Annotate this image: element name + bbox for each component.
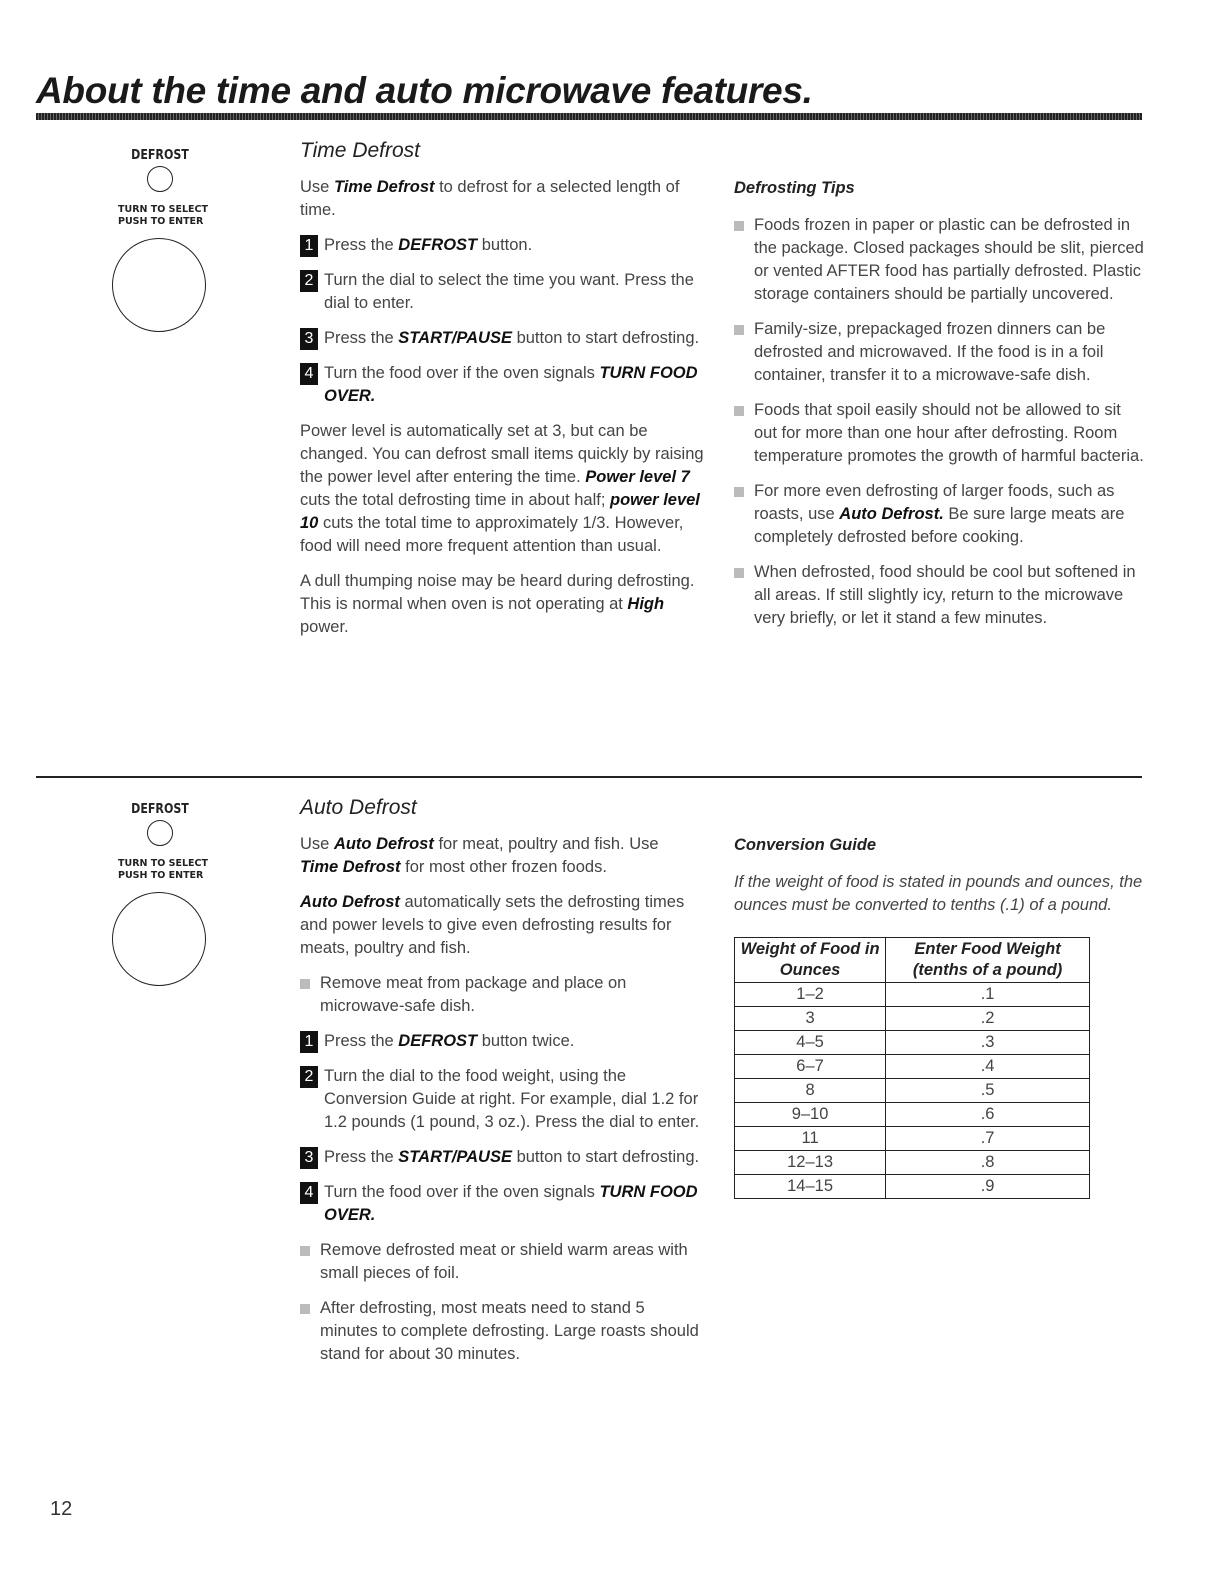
step-number-icon: 1: [300, 235, 318, 257]
auto-defrost-description: Auto Defrost automatically sets the defrosting times and power levels to give even defrosting results for meats, poultry and fish.: [300, 893, 685, 957]
tenths-cell: .2: [886, 1007, 1090, 1031]
auto-defrost-bullet: Remove meat from package and place on microwave-safe dish.: [300, 972, 700, 1018]
noise-paragraph: A dull thumping noise may be heard during defrosting. This is normal when oven is not operating at High power.: [300, 572, 695, 636]
time-defrost-step-1: 1 Press the DEFROST button.: [300, 234, 708, 257]
conversion-note: If the weight of food is stated in pounds and ounces, the ounces must be converted to tenths (.1) of a pound.: [734, 873, 1143, 914]
tip-item: Foods frozen in paper or plastic can be defrosted in the package. Closed packages should be slit, pierced or vented AFTER food has partially defrosted. Plastic storage containers should be partially uncovered.: [734, 214, 1144, 306]
ounces-cell: 1–2: [735, 983, 886, 1007]
tip-item: Family-size, prepackaged frozen dinners can be defrosted and microwaved. If the food is in a foil container, transfer it to a microwave-safe dish.: [734, 318, 1144, 387]
bullet-icon: [734, 487, 744, 497]
ounces-cell: 12–13: [735, 1151, 886, 1175]
tenths-cell: .8: [886, 1151, 1090, 1175]
tenths-cell: .1: [886, 983, 1090, 1007]
control-panel-illustration-top: [110, 148, 210, 332]
tenths-cell: .7: [886, 1127, 1090, 1151]
table-row: [735, 1079, 1090, 1103]
ounces-cell: 9–10: [735, 1103, 886, 1127]
push-to-enter-label: PUSH TO ENTER: [118, 870, 204, 881]
auto-defrost-step-2: 2 Turn the dial to the food weight, using the Conversion Guide at right. For example, dial 1.2 for 1.2 pounds (1 pound, 3 oz.). Press the dial to enter.: [300, 1065, 700, 1134]
table-header-row: [735, 938, 1090, 983]
time-defrost-step-3: 3 Press the START/PAUSE button to start defrosting.: [300, 327, 708, 350]
table-row: [735, 1031, 1090, 1055]
tenths-cell: .5: [886, 1079, 1090, 1103]
ounces-cell: 14–15: [735, 1175, 886, 1199]
time-defrost-heading: Time Defrost: [300, 139, 421, 162]
bullet-icon: [734, 221, 744, 231]
tenths-cell: .9: [886, 1175, 1090, 1199]
auto-defrost-section: [300, 796, 700, 1378]
auto-defrost-heading: Auto Defrost: [300, 796, 417, 819]
title-rule: [36, 113, 1142, 120]
table-row: [735, 1007, 1090, 1031]
tip-item: When defrosted, food should be cool but softened in all areas. If still slightly icy, return to the microwave very briefly, or let it stand a few minutes.: [734, 561, 1144, 630]
table-row: [735, 1103, 1090, 1127]
section-divider: [36, 776, 1142, 778]
ounces-cell: 8: [735, 1079, 886, 1103]
defrosting-tips-heading: Defrosting Tips: [734, 179, 855, 197]
dial-instructions: [110, 204, 210, 228]
step-number-icon: 3: [300, 1147, 318, 1169]
ounces-cell: 4–5: [735, 1031, 886, 1055]
page-title: About the time and auto microwave features.: [36, 70, 813, 111]
column-header-tenths: Enter Food Weight (tenths of a pound): [886, 938, 1090, 983]
turn-to-select-label: TURN TO SELECT: [118, 204, 208, 215]
ounces-cell: 6–7: [735, 1055, 886, 1079]
tip-item: For more even defrosting of larger foods, such as roasts, use Auto Defrost. Be sure large meats are completely defrosted before cooking.: [734, 480, 1144, 549]
dial-instructions: [110, 858, 210, 882]
bullet-icon: [734, 325, 744, 335]
column-header-ounces: Weight of Food in Ounces: [735, 938, 886, 983]
step-number-icon: 1: [300, 1031, 318, 1053]
defrost-button-icon: [147, 166, 173, 192]
table-row: [735, 1127, 1090, 1151]
tenths-cell: .4: [886, 1055, 1090, 1079]
table-row: [735, 1175, 1090, 1199]
control-panel-illustration-bottom: [110, 802, 210, 986]
step-number-icon: 2: [300, 270, 318, 292]
auto-defrost-intro: Use Auto Defrost for meat, poultry and fish. Use Time Defrost for most other frozen foods.: [300, 835, 659, 876]
dial-icon: [112, 892, 206, 986]
power-level-paragraph: Power level is automatically set at 3, but can be changed. You can defrost small items quickly by raising the power level after entering the time. Power level 7 cuts the total defrosting time in about half; power level 10 cuts the total time to approximately 1/3. However, food will need more frequent attention than usual.: [300, 422, 704, 555]
bullet-icon: [734, 568, 744, 578]
table-row: [735, 983, 1090, 1007]
tenths-cell: .3: [886, 1031, 1090, 1055]
push-to-enter-label: PUSH TO ENTER: [118, 216, 204, 227]
defrost-button-icon: [147, 820, 173, 846]
dial-icon: [112, 238, 206, 332]
auto-defrost-bullet: Remove defrosted meat or shield warm areas with small pieces of foil.: [300, 1239, 700, 1285]
ounces-cell: 3: [735, 1007, 886, 1031]
bullet-icon: [300, 979, 310, 989]
auto-defrost-bullet: After defrosting, most meats need to stand 5 minutes to complete defrosting. Large roasts should stand for about 30 minutes.: [300, 1297, 700, 1366]
ounces-cell: 11: [735, 1127, 886, 1151]
defrost-label: DEFROST: [131, 148, 189, 163]
conversion-guide-section: [734, 834, 1144, 1199]
time-defrost-section: [300, 139, 708, 651]
step-number-icon: 3: [300, 328, 318, 350]
table-row: [735, 1151, 1090, 1175]
turn-to-select-label: TURN TO SELECT: [118, 858, 208, 869]
auto-defrost-step-3: 3 Press the START/PAUSE button to start defrosting.: [300, 1146, 700, 1169]
auto-defrost-step-1: 1 Press the DEFROST button twice.: [300, 1030, 700, 1053]
table-row: [735, 1055, 1090, 1079]
bullet-icon: [300, 1246, 310, 1256]
time-defrost-step-4: 4 Turn the food over if the oven signals TURN FOOD OVER.: [300, 362, 708, 408]
tip-item: Foods that spoil easily should not be allowed to sit out for more than one hour after defrosting. Room temperature promotes the growth of harmful bacteria.: [734, 399, 1144, 468]
step-number-icon: 2: [300, 1066, 318, 1088]
bullet-icon: [300, 1304, 310, 1314]
tenths-cell: .6: [886, 1103, 1090, 1127]
conversion-guide-heading: Conversion Guide: [734, 836, 877, 854]
defrosting-tips-section: [734, 177, 1144, 642]
auto-defrost-step-4: 4 Turn the food over if the oven signals TURN FOOD OVER.: [300, 1181, 700, 1227]
bullet-icon: [734, 406, 744, 416]
conversion-table: [734, 937, 1090, 1199]
page-number: 12: [50, 1498, 73, 1520]
step-number-icon: 4: [300, 363, 318, 385]
step-number-icon: 4: [300, 1182, 318, 1204]
defrost-label: DEFROST: [131, 802, 189, 817]
time-defrost-step-2: 2 Turn the dial to select the time you want. Press the dial to enter.: [300, 269, 708, 315]
time-defrost-intro: Use Time Defrost to defrost for a selected length of time.: [300, 178, 680, 219]
